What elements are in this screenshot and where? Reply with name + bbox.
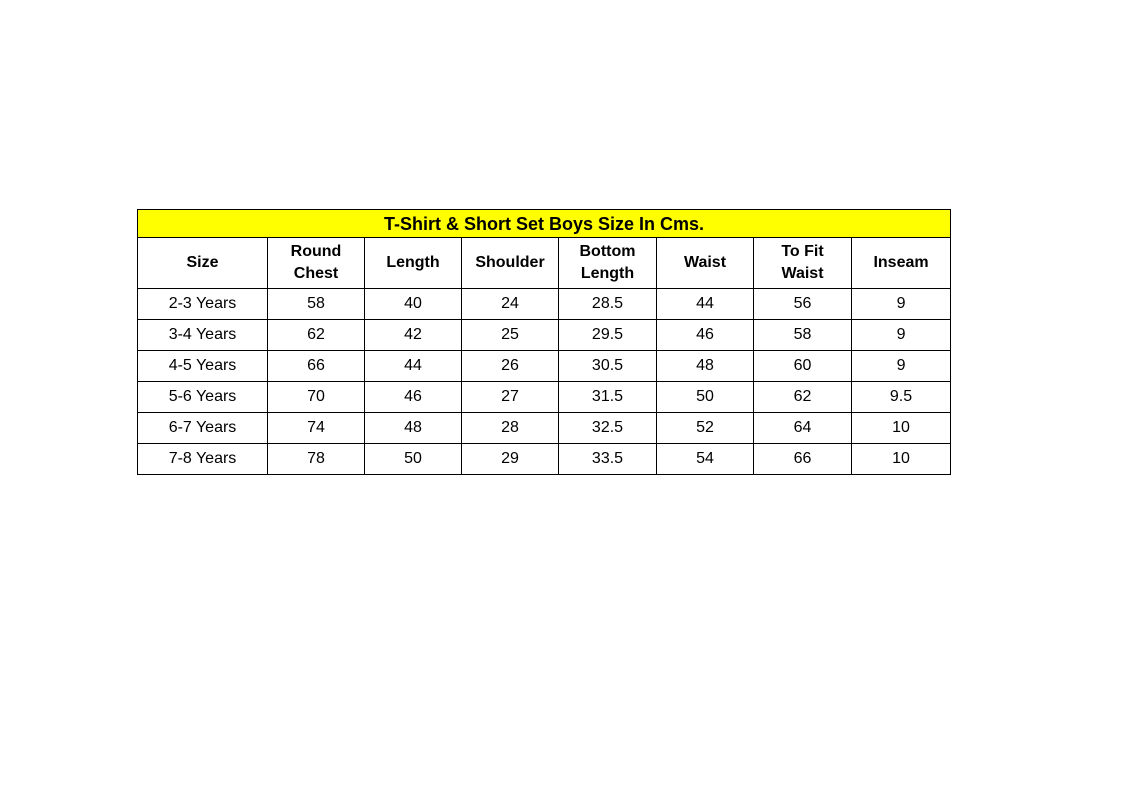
measurement-cell: 9 <box>852 289 951 320</box>
column-header-line: To Fit <box>781 243 824 260</box>
column-header-line: Shoulder <box>475 254 545 271</box>
table-title: T-Shirt & Short Set Boys Size In Cms. <box>138 210 951 238</box>
size-cell: 2-3 Years <box>138 289 268 320</box>
measurement-cell: 46 <box>657 320 754 351</box>
measurement-cell: 70 <box>268 382 365 413</box>
measurement-cell: 25 <box>462 320 559 351</box>
column-header-line: Length <box>580 265 635 282</box>
column-header-line: Length <box>386 254 440 271</box>
measurement-cell: 33.5 <box>559 444 657 475</box>
size-cell: 7-8 Years <box>138 444 268 475</box>
measurement-cell: 58 <box>268 289 365 320</box>
size-cell: 5-6 Years <box>138 382 268 413</box>
measurement-cell: 31.5 <box>559 382 657 413</box>
table-row <box>138 320 951 351</box>
measurement-cell: 44 <box>365 351 462 382</box>
column-header-line: Round <box>290 243 342 260</box>
column-header-waist <box>657 238 754 289</box>
measurement-cell: 10 <box>852 413 951 444</box>
measurement-cell: 9 <box>852 351 951 382</box>
measurement-cell: 74 <box>268 413 365 444</box>
measurement-cell: 62 <box>754 382 852 413</box>
table-row <box>138 289 951 320</box>
column-header-length <box>365 238 462 289</box>
column-header-line: Waist <box>781 265 824 282</box>
size-cell: 3-4 Years <box>138 320 268 351</box>
table-row <box>138 444 951 475</box>
measurement-cell: 30.5 <box>559 351 657 382</box>
measurement-cell: 10 <box>852 444 951 475</box>
size-cell: 6-7 Years <box>138 413 268 444</box>
measurement-cell: 66 <box>268 351 365 382</box>
column-header-round-chest <box>268 238 365 289</box>
measurement-cell: 42 <box>365 320 462 351</box>
measurement-cell: 28.5 <box>559 289 657 320</box>
measurement-cell: 78 <box>268 444 365 475</box>
table-body <box>138 289 951 475</box>
measurement-cell: 46 <box>365 382 462 413</box>
measurement-cell: 54 <box>657 444 754 475</box>
measurement-cell: 62 <box>268 320 365 351</box>
column-header-to-fit-waist <box>754 238 852 289</box>
measurement-cell: 32.5 <box>559 413 657 444</box>
column-header-line: Inseam <box>873 254 929 271</box>
table-row <box>138 413 951 444</box>
measurement-cell: 26 <box>462 351 559 382</box>
measurement-cell: 29.5 <box>559 320 657 351</box>
column-header-inseam <box>852 238 951 289</box>
title-row <box>138 210 951 238</box>
measurement-cell: 27 <box>462 382 559 413</box>
measurement-cell: 60 <box>754 351 852 382</box>
measurement-cell: 50 <box>657 382 754 413</box>
measurement-cell: 9.5 <box>852 382 951 413</box>
column-header-line: Bottom <box>579 243 636 260</box>
measurement-cell: 28 <box>462 413 559 444</box>
measurement-cell: 58 <box>754 320 852 351</box>
column-header-line: Chest <box>293 265 339 282</box>
measurement-cell: 48 <box>657 351 754 382</box>
size-chart-table <box>137 209 951 475</box>
measurement-cell: 50 <box>365 444 462 475</box>
measurement-cell: 48 <box>365 413 462 444</box>
column-header-size <box>138 238 268 289</box>
column-header-shoulder <box>462 238 559 289</box>
size-cell: 4-5 Years <box>138 351 268 382</box>
measurement-cell: 40 <box>365 289 462 320</box>
measurement-cell: 44 <box>657 289 754 320</box>
measurement-cell: 52 <box>657 413 754 444</box>
measurement-cell: 24 <box>462 289 559 320</box>
measurement-cell: 29 <box>462 444 559 475</box>
column-header-line: Size <box>186 254 219 271</box>
column-header-line: Waist <box>683 254 727 271</box>
measurement-cell: 64 <box>754 413 852 444</box>
header-row <box>138 238 951 289</box>
table-row <box>138 351 951 382</box>
table-row <box>138 382 951 413</box>
measurement-cell: 56 <box>754 289 852 320</box>
measurement-cell: 9 <box>852 320 951 351</box>
column-header-bottom-length <box>559 238 657 289</box>
measurement-cell: 66 <box>754 444 852 475</box>
